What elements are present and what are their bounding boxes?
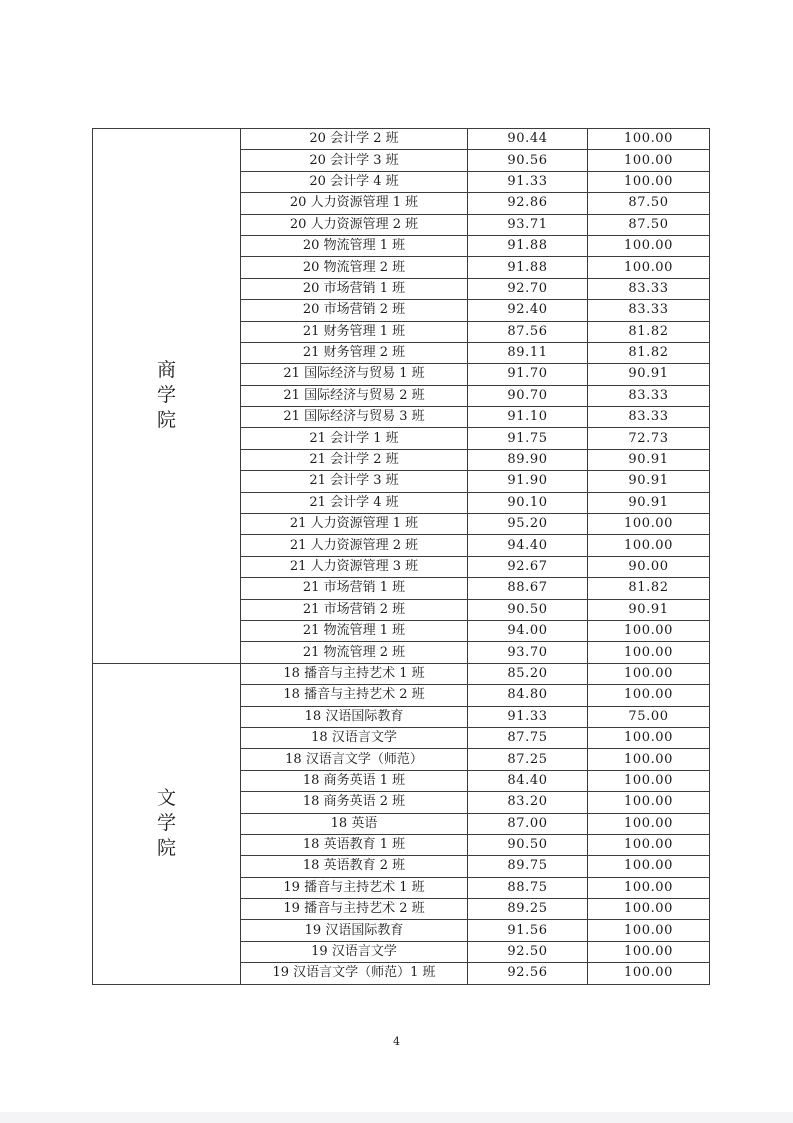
score-a-cell: 92.40 bbox=[468, 300, 588, 321]
score-b-cell: 100.00 bbox=[588, 642, 710, 663]
score-a-cell: 88.67 bbox=[468, 578, 588, 599]
score-b-cell: 83.33 bbox=[588, 407, 710, 428]
class-name-cell: 18 汉语言文学（师范） bbox=[241, 749, 468, 770]
class-name-cell: 20 市场营销 2 班 bbox=[241, 300, 468, 321]
score-a-cell: 89.90 bbox=[468, 449, 588, 470]
score-b-cell: 83.33 bbox=[588, 300, 710, 321]
score-b-cell: 83.33 bbox=[588, 385, 710, 406]
class-name-cell: 21 市场营销 1 班 bbox=[241, 578, 468, 599]
class-name-cell: 21 财务管理 1 班 bbox=[241, 321, 468, 342]
score-b-cell: 100.00 bbox=[588, 792, 710, 813]
score-a-cell: 92.70 bbox=[468, 278, 588, 299]
class-name-cell: 20 市场营销 1 班 bbox=[241, 278, 468, 299]
score-a-cell: 90.50 bbox=[468, 599, 588, 620]
score-a-cell: 91.56 bbox=[468, 920, 588, 941]
score-b-cell: 81.82 bbox=[588, 321, 710, 342]
class-name-cell: 18 播音与主持艺术 1 班 bbox=[241, 663, 468, 684]
score-b-cell: 100.00 bbox=[588, 150, 710, 171]
college-name: 文学院 bbox=[156, 787, 176, 860]
score-b-cell: 90.91 bbox=[588, 492, 710, 513]
class-name-cell: 18 播音与主持艺术 2 班 bbox=[241, 685, 468, 706]
class-name-cell: 19 播音与主持艺术 2 班 bbox=[241, 899, 468, 920]
score-a-cell: 93.70 bbox=[468, 642, 588, 663]
score-a-cell: 90.70 bbox=[468, 385, 588, 406]
score-b-cell: 87.50 bbox=[588, 193, 710, 214]
class-name-cell: 19 汉语言文学（师范）1 班 bbox=[241, 963, 468, 984]
class-name-cell: 21 物流管理 2 班 bbox=[241, 642, 468, 663]
class-name-cell: 21 会计学 4 班 bbox=[241, 492, 468, 513]
score-b-cell: 75.00 bbox=[588, 706, 710, 727]
class-name-cell: 21 人力资源管理 3 班 bbox=[241, 556, 468, 577]
class-name-cell: 20 人力资源管理 1 班 bbox=[241, 193, 468, 214]
score-a-cell: 91.10 bbox=[468, 407, 588, 428]
score-b-cell: 81.82 bbox=[588, 578, 710, 599]
score-b-cell: 90.00 bbox=[588, 556, 710, 577]
class-name-cell: 18 英语教育 2 班 bbox=[241, 856, 468, 877]
class-name-cell: 20 物流管理 2 班 bbox=[241, 257, 468, 278]
score-b-cell: 100.00 bbox=[588, 727, 710, 748]
score-b-cell: 100.00 bbox=[588, 514, 710, 535]
score-a-cell: 83.20 bbox=[468, 792, 588, 813]
class-name-cell: 21 财务管理 2 班 bbox=[241, 342, 468, 363]
score-a-cell: 89.75 bbox=[468, 856, 588, 877]
table-row bbox=[93, 663, 710, 684]
score-a-cell: 85.20 bbox=[468, 663, 588, 684]
score-b-cell: 87.50 bbox=[588, 214, 710, 235]
college-cell bbox=[93, 129, 241, 664]
college-cell bbox=[93, 663, 241, 984]
page-bottom-shade bbox=[0, 1112, 793, 1123]
score-b-cell: 100.00 bbox=[588, 941, 710, 962]
score-b-cell: 100.00 bbox=[588, 920, 710, 941]
college-name: 商学院 bbox=[156, 359, 176, 432]
score-a-cell: 88.75 bbox=[468, 877, 588, 898]
score-a-cell: 89.11 bbox=[468, 342, 588, 363]
class-name-cell: 20 会计学 3 班 bbox=[241, 150, 468, 171]
score-b-cell: 81.82 bbox=[588, 342, 710, 363]
class-name-cell: 18 商务英语 1 班 bbox=[241, 770, 468, 791]
page-number: 4 bbox=[393, 1035, 400, 1048]
class-name-cell: 21 会计学 3 班 bbox=[241, 471, 468, 492]
score-a-cell: 84.40 bbox=[468, 770, 588, 791]
class-name-cell: 20 人力资源管理 2 班 bbox=[241, 214, 468, 235]
score-a-cell: 91.88 bbox=[468, 235, 588, 256]
score-a-cell: 91.33 bbox=[468, 171, 588, 192]
class-name-cell: 21 人力资源管理 1 班 bbox=[241, 514, 468, 535]
score-a-cell: 92.67 bbox=[468, 556, 588, 577]
score-a-cell: 91.33 bbox=[468, 706, 588, 727]
score-b-cell: 100.00 bbox=[588, 856, 710, 877]
class-name-cell: 18 汉语国际教育 bbox=[241, 706, 468, 727]
class-name-cell: 19 汉语国际教育 bbox=[241, 920, 468, 941]
table-row bbox=[93, 129, 710, 150]
class-name-cell: 18 英语教育 1 班 bbox=[241, 834, 468, 855]
score-a-cell: 87.00 bbox=[468, 813, 588, 834]
class-name-cell: 21 国际经济与贸易 2 班 bbox=[241, 385, 468, 406]
score-a-cell: 87.25 bbox=[468, 749, 588, 770]
score-a-cell: 93.71 bbox=[468, 214, 588, 235]
score-b-cell: 100.00 bbox=[588, 685, 710, 706]
score-a-cell: 84.80 bbox=[468, 685, 588, 706]
score-a-cell: 91.75 bbox=[468, 428, 588, 449]
score-b-cell: 100.00 bbox=[588, 899, 710, 920]
score-a-cell: 90.10 bbox=[468, 492, 588, 513]
score-b-cell: 100.00 bbox=[588, 770, 710, 791]
class-name-cell: 18 商务英语 2 班 bbox=[241, 792, 468, 813]
class-name-cell: 19 汉语言文学 bbox=[241, 941, 468, 962]
class-name-cell: 21 会计学 2 班 bbox=[241, 449, 468, 470]
score-a-cell: 90.44 bbox=[468, 129, 588, 150]
score-b-cell: 100.00 bbox=[588, 749, 710, 770]
class-name-cell: 20 会计学 2 班 bbox=[241, 129, 468, 150]
score-b-cell: 83.33 bbox=[588, 278, 710, 299]
score-a-cell: 91.70 bbox=[468, 364, 588, 385]
score-a-cell: 92.50 bbox=[468, 941, 588, 962]
score-b-cell: 90.91 bbox=[588, 364, 710, 385]
score-a-cell: 91.90 bbox=[468, 471, 588, 492]
score-a-cell: 94.40 bbox=[468, 535, 588, 556]
class-name-cell: 20 物流管理 1 班 bbox=[241, 235, 468, 256]
score-b-cell: 100.00 bbox=[588, 257, 710, 278]
class-name-cell: 19 播音与主持艺术 1 班 bbox=[241, 877, 468, 898]
score-b-cell: 100.00 bbox=[588, 834, 710, 855]
score-a-cell: 90.56 bbox=[468, 150, 588, 171]
score-a-cell: 94.00 bbox=[468, 620, 588, 641]
class-name-cell: 18 英语 bbox=[241, 813, 468, 834]
table-body bbox=[93, 129, 710, 985]
score-a-cell: 95.20 bbox=[468, 514, 588, 535]
score-b-cell: 90.91 bbox=[588, 449, 710, 470]
class-name-cell: 20 会计学 4 班 bbox=[241, 171, 468, 192]
score-b-cell: 100.00 bbox=[588, 963, 710, 984]
score-a-cell: 89.25 bbox=[468, 899, 588, 920]
score-a-cell: 87.75 bbox=[468, 727, 588, 748]
class-name-cell: 21 市场营销 2 班 bbox=[241, 599, 468, 620]
class-name-cell: 21 会计学 1 班 bbox=[241, 428, 468, 449]
score-b-cell: 100.00 bbox=[588, 171, 710, 192]
score-b-cell: 100.00 bbox=[588, 877, 710, 898]
class-name-cell: 21 国际经济与贸易 1 班 bbox=[241, 364, 468, 385]
score-b-cell: 90.91 bbox=[588, 471, 710, 492]
class-name-cell: 18 汉语言文学 bbox=[241, 727, 468, 748]
score-b-cell: 100.00 bbox=[588, 620, 710, 641]
score-b-cell: 100.00 bbox=[588, 129, 710, 150]
score-b-cell: 100.00 bbox=[588, 535, 710, 556]
class-name-cell: 21 物流管理 1 班 bbox=[241, 620, 468, 641]
score-b-cell: 100.00 bbox=[588, 813, 710, 834]
score-b-cell: 90.91 bbox=[588, 599, 710, 620]
score-b-cell: 100.00 bbox=[588, 663, 710, 684]
score-a-cell: 87.56 bbox=[468, 321, 588, 342]
class-name-cell: 21 人力资源管理 2 班 bbox=[241, 535, 468, 556]
score-a-cell: 92.86 bbox=[468, 193, 588, 214]
class-name-cell: 21 国际经济与贸易 3 班 bbox=[241, 407, 468, 428]
score-a-cell: 90.50 bbox=[468, 834, 588, 855]
class-score-table bbox=[92, 128, 710, 985]
score-a-cell: 92.56 bbox=[468, 963, 588, 984]
score-b-cell: 100.00 bbox=[588, 235, 710, 256]
score-a-cell: 91.88 bbox=[468, 257, 588, 278]
score-b-cell: 72.73 bbox=[588, 428, 710, 449]
